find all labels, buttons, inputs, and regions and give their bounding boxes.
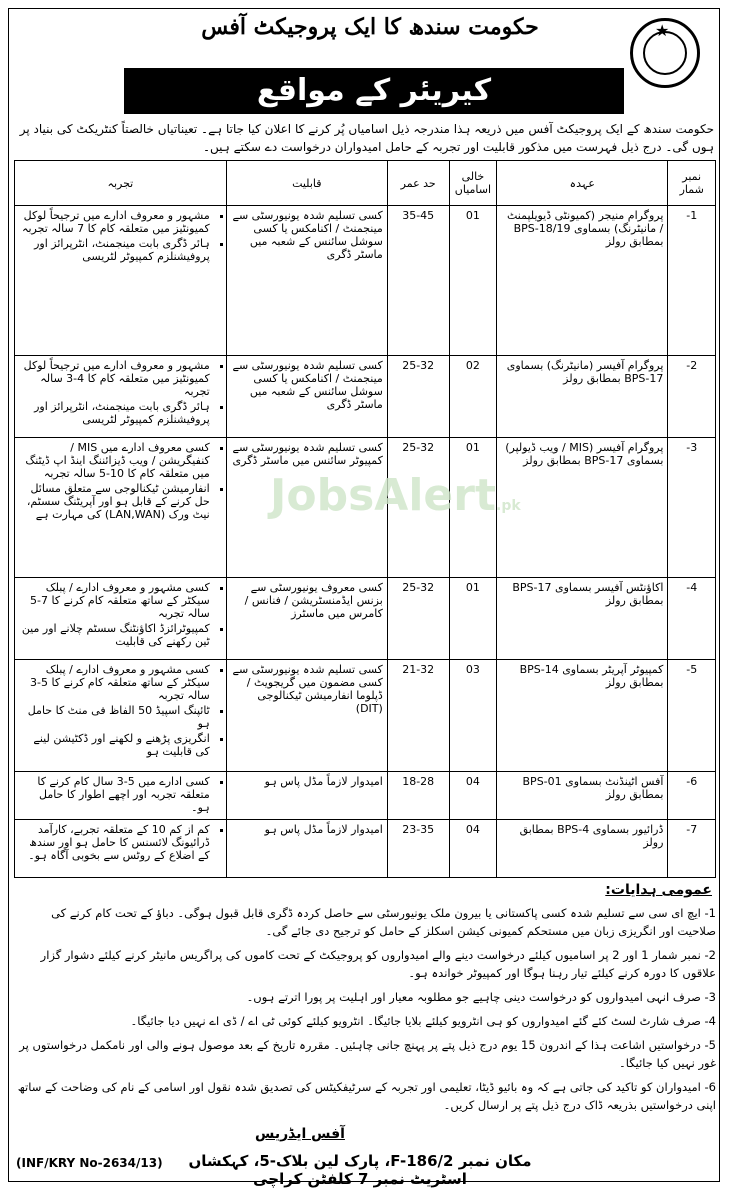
cell-qualification: کسی تسلیم شدہ یونیورسٹی سے کمپیوٹر سائنس میں ماسٹر ڈگری bbox=[226, 438, 387, 578]
cell-experience bbox=[15, 772, 227, 820]
office-address: مکان نمبر F-186/2، پارک لین بلاک-5، کہکشاں اسٹریٹ نمبر 7 کلفٹن کراچی bbox=[188, 1152, 532, 1188]
table-row bbox=[15, 772, 716, 820]
cell-age: 25-32 bbox=[387, 438, 449, 578]
page-title: حکومت سندھ کا ایک پروجیکٹ آفس bbox=[201, 14, 539, 40]
cell-no: 7- bbox=[668, 820, 716, 878]
header-qualification: قابلیت bbox=[226, 161, 387, 206]
cell-vacancies: 04 bbox=[449, 820, 497, 878]
cell-age: 18-28 bbox=[387, 772, 449, 820]
cell-no: 1- bbox=[668, 206, 716, 356]
cell-post: کمپیوٹر آپریٹر بسماوی BPS-14 بمطابق رولز bbox=[497, 660, 668, 772]
watermark-suffix: .pk bbox=[496, 498, 521, 514]
cell-experience bbox=[15, 820, 227, 878]
experience-list bbox=[19, 441, 222, 521]
experience-item: ▪ ہائر ڈگری بابت مینجمنٹ، انٹرپرائز اور پروفیشنلزم کمپیوٹر لٹریسی bbox=[19, 237, 210, 263]
experience-item: ▪ انفارمیشن ٹیکنالوجی سے متعلق مسائل حل کرنے کے قابل ہو اور آپریٹنگ سسٹم، نیٹ ورک (LAN,WAN) کی مہارت ہے bbox=[19, 482, 210, 521]
banner-heading: کیریئر کے مواقع bbox=[124, 68, 624, 114]
header-age: حد عمر bbox=[387, 161, 449, 206]
instruction-item: 6- امیدواران کو تاکید کی جاتی ہے کہ وہ بائیو ڈیٹا، تعلیمی اور تجربہ کے سرٹیفکیٹس کی تصدیق شدہ نقول اور اسامی کے نام کی وضاحت کے ساتھ اپنی درخواستیں بذریعہ ڈاک درج ذیل پتے پر ارسال کریں۔ bbox=[17, 1080, 716, 1112]
cell-experience bbox=[15, 578, 227, 660]
table-header-row bbox=[15, 161, 716, 206]
table-row bbox=[15, 356, 716, 438]
cell-post: پروگرام آفیسر (مانیٹرنگ) بسماوی BPS-17 بمطابق رولز bbox=[497, 356, 668, 438]
cell-post: پروگرام آفیسر (MIS / ویب ڈیولپر) بسماوی BPS-17 بمطابق رولز bbox=[497, 438, 668, 578]
cell-experience bbox=[15, 206, 227, 356]
experience-item: ▪ کسی معروف ادارے میں MIS / کنفیگریشن / ویب ڈیزائننگ اینڈ اپ ڈیٹنگ میں متعلقہ کام کا 10-5 سالہ تجربہ bbox=[19, 441, 210, 480]
watermark-logo bbox=[270, 470, 521, 521]
general-instructions-title: عمومی ہدایات: bbox=[605, 882, 712, 898]
cell-age: 25-32 bbox=[387, 578, 449, 660]
cell-qualification: کسی تسلیم شدہ یونیورسٹی سے مینجمنٹ / اکنامکس یا کسی سوشل سائنس کے شعبہ میں ماسٹر ڈگری bbox=[226, 206, 387, 356]
cell-no: 5- bbox=[668, 660, 716, 772]
cell-age: 23-35 bbox=[387, 820, 449, 878]
reference-number: (INF/KRY No-2634/13) bbox=[16, 1156, 163, 1170]
experience-item: ▪ کسی مشہور و معروف ادارے / پبلک سیکٹر کے ساتھ متعلقہ کام کرنے کا 5-3 سالہ تجربہ bbox=[19, 663, 210, 702]
table-row bbox=[15, 206, 716, 356]
table-row bbox=[15, 660, 716, 772]
table-row bbox=[15, 578, 716, 660]
experience-item: ▪ مشہور و معروف ادارے میں ترجیحاً لوکل کمیونٹیز میں متعلقہ کام کا 7 سالہ تجربہ bbox=[19, 209, 210, 235]
cell-experience bbox=[15, 660, 227, 772]
experience-item: ▪ کم از کم 10 کے متعلقہ تجربے، کارآمد ڈرائیونگ لائسنس کا حامل ہو اور سندھ کے اضلاع کے روٹس سے بخوبی آگاہ ہو۔ bbox=[19, 823, 210, 862]
experience-list bbox=[19, 663, 222, 758]
cell-vacancies: 04 bbox=[449, 772, 497, 820]
experience-item: ▪ ہائر ڈگری بابت مینجمنٹ، انٹرپرائز اور پروفیشنلزم کمپیوٹر لٹریسی bbox=[19, 400, 210, 426]
experience-item: ▪ ٹائپنگ اسپیڈ 50 الفاظ فی منٹ کا حامل ہو bbox=[19, 704, 210, 730]
cell-qualification: امیدوار لازماً مڈل پاس ہو bbox=[226, 772, 387, 820]
cell-qualification: کسی معروف یونیورسٹی سے بزنس ایڈمنسٹریشن / فنانس / کامرس میں ماسٹرز bbox=[226, 578, 387, 660]
watermark-text: JobsAlert bbox=[270, 470, 496, 521]
experience-item: ▪ مشہور و معروف ادارے میں ترجیحاً لوکل کمیونٹیز میں متعلقہ کام کا 4-3 سالہ تجربہ bbox=[19, 359, 210, 398]
cell-post: ڈرائیور بسماوی BPS-4 بمطابق رولز bbox=[497, 820, 668, 878]
instruction-item: 5- درخواستیں اشاعت ہذا کے اندرون 15 یوم درج ذیل پتے پر پہنچ جانی چاہئیں۔ مقررہ تاریخ کے بعد موصول ہونے والی اور نامکمل درخواستوں پر غور نہیں کیا جائیگا۔ bbox=[19, 1038, 716, 1070]
cell-no: 2- bbox=[668, 356, 716, 438]
cell-experience bbox=[15, 356, 227, 438]
header-experience: تجربہ bbox=[15, 161, 227, 206]
cell-post: اکاؤنٹس آفیسر بسماوی BPS-17 بمطابق رولز bbox=[497, 578, 668, 660]
experience-list bbox=[19, 775, 222, 814]
header-post: عہدہ bbox=[497, 161, 668, 206]
header-vacancies: خالی اسامیاں bbox=[449, 161, 497, 206]
sindh-government-emblem-icon bbox=[630, 18, 700, 88]
office-address-title: آفس ایڈریس bbox=[255, 1126, 345, 1142]
cell-age: 35-45 bbox=[387, 206, 449, 356]
experience-list bbox=[19, 581, 222, 648]
general-instructions bbox=[12, 904, 716, 1120]
cell-qualification: کسی تسلیم شدہ یونیورسٹی سے مینجمنٹ / اکنامکس یا کسی سوشل سائنس کے شعبہ میں ماسٹر ڈگری bbox=[226, 356, 387, 438]
cell-qualification: کسی تسلیم شدہ یونیورسٹی سے کسی مضمون میں گریجویٹ / ڈپلوما انفارمیشن ٹیکنالوجی (DIT) bbox=[226, 660, 387, 772]
cell-age: 21-32 bbox=[387, 660, 449, 772]
cell-vacancies: 03 bbox=[449, 660, 497, 772]
experience-item: ▪ کسی مشہور و معروف ادارے / پبلک سیکٹر کے ساتھ متعلقہ کام کرنے کا 7-5 سالہ تجربہ bbox=[19, 581, 210, 620]
experience-item: ▪ انگریزی پڑھنے و لکھنے اور ڈکٹیشن لینے کی قابلیت ہو bbox=[19, 732, 210, 758]
instruction-item: 3- صرف انہی امیدواروں کو درخواست دینی چاہیے جو مطلوبہ معیار اور اہلیت پر پورا اترتے ہوں۔ bbox=[246, 990, 716, 1004]
cell-no: 4- bbox=[668, 578, 716, 660]
cell-experience bbox=[15, 438, 227, 578]
cell-vacancies: 02 bbox=[449, 356, 497, 438]
cell-vacancies: 01 bbox=[449, 206, 497, 356]
header-no: نمبر شمار bbox=[668, 161, 716, 206]
experience-list bbox=[19, 209, 222, 263]
instruction-item: 2- نمبر شمار 1 اور 2 پر اسامیوں کیلئے درخواست دینے والے امیدواروں کو پروجیکٹ کے تحت کاموں کی پراگریس مانیٹر کرنے کیلئے دشوار گزار علاقوں کا دورہ کرنے کیلئے تیار رہنا ہوگا اور کمپیوٹر خواندہ ہو۔ bbox=[40, 948, 716, 980]
star-icon: ★ bbox=[655, 21, 670, 40]
experience-item: ▪ کسی ادارے میں 5-3 سال کام کرنے کا متعلقہ تجربہ اور اچھے اطوار کا حامل ہو۔ bbox=[19, 775, 210, 814]
cell-vacancies: 01 bbox=[449, 578, 497, 660]
instruction-item: 4- صرف شارٹ لسٹ کئے گئے امیدواروں کو ہی انٹرویو کیلئے بلایا جائیگا۔ انٹرویو کیلئے کوئی ٹی اے / ڈی اے نہیں دیا جائیگا۔ bbox=[130, 1014, 716, 1028]
table-row bbox=[15, 820, 716, 878]
instruction-item: 1- ایچ ای سی سے تسلیم شدہ کسی پاکستانی یا بیرون ملک یونیورسٹی سے حاصل کردہ ڈگری قابل قبول ہوگی۔ دباؤ کے تحت کام کرنے کی صلاحیت اور انگریزی زبان میں مستحکم کمیونی کیشن اسکلز کے حامل کو ترجیح دی جائے گی۔ bbox=[51, 906, 716, 938]
intro-paragraph: حکومت سندھ کے ایک پروجیکٹ آفس میں ذریعہ ہذا مندرجہ ذیل اسامیاں پُر کرنے کا اعلان کیا جاتا ہے۔ تعیناتیاں خالصتاً کنٹریکٹ کی بنیاد پر ہوں گی۔ درج ذیل فہرست میں مذکور قابلیت اور تجربہ کے حامل امیدواران درخواست دے سکتے ہیں۔ bbox=[19, 122, 714, 154]
emblem-inner-ring bbox=[643, 31, 687, 75]
cell-qualification: امیدوار لازماً مڈل پاس ہو bbox=[226, 820, 387, 878]
cell-age: 25-32 bbox=[387, 356, 449, 438]
experience-list bbox=[19, 359, 222, 426]
experience-item: ▪ کمپیوٹرائزڈ اکاؤنٹنگ سسٹم چلانے اور مین ٹین رکھنے کی قابلیت bbox=[19, 622, 210, 648]
cell-no: 6- bbox=[668, 772, 716, 820]
cell-post: پروگرام منیجر (کمیونٹی ڈیویلپمنٹ / مانیٹرنگ) بسماوی BPS-18/19 بمطابق رولز bbox=[497, 206, 668, 356]
cell-post: آفس اٹینڈنٹ بسماوی BPS-01 بمطابق رولز bbox=[497, 772, 668, 820]
experience-list bbox=[19, 823, 222, 862]
cell-vacancies: 01 bbox=[449, 438, 497, 578]
cell-no: 3- bbox=[668, 438, 716, 578]
